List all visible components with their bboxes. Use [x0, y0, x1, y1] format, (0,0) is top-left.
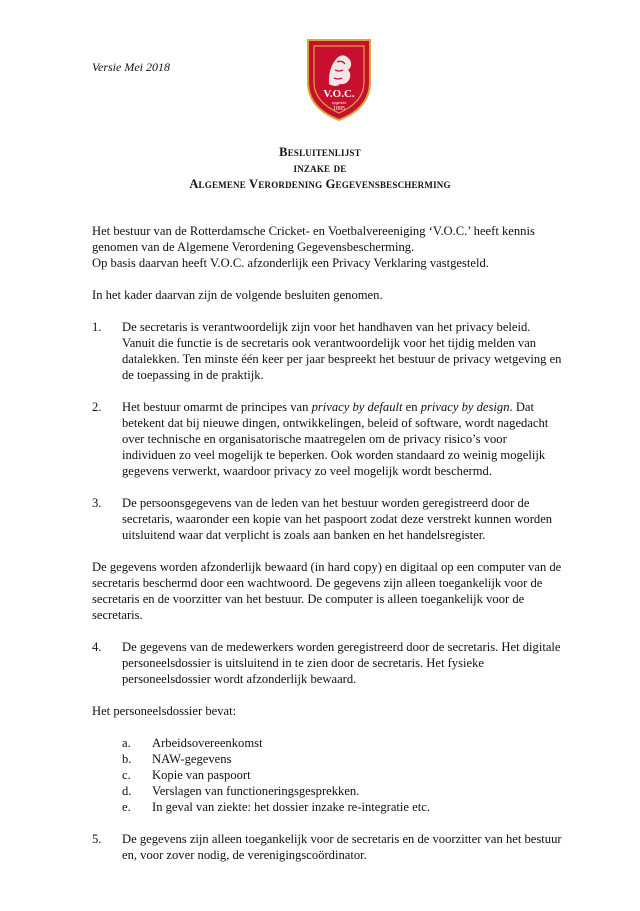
list-item: c. Kopie van paspoort [122, 768, 251, 782]
logo-year: 1895 [333, 106, 345, 112]
list-item: e. In geval van ziekte: het dossier inzake re-integratie etc. [122, 800, 430, 814]
version-label: Versie Mei 2018 [92, 60, 170, 74]
decision-item-5 [92, 831, 562, 863]
item-number: 5. [92, 832, 102, 846]
item-text: Het bestuur omarmt de principes van privacy by default en privacy by design. Dat betekent dat bij nieuwe dingen, ontwikkelingen, beleid of software, wordt nagedacht over technische en organisatorische maatregelen om de privacy risico’s voor individuen zo veel mogelijk te beperken. Ook worden standaard zo weinig mogelijk gegevens verwerkt, waardoor privacy zo veel mogelijk wordt beschermd. [122, 400, 549, 478]
title-line-2: inzake de [293, 161, 347, 175]
list-item: b. NAW-gegevens [122, 752, 232, 766]
item-text: De gegevens zijn alleen toegankelijk voor de secretaris en de voorzitter van het bestuur en, voor zover nodig, de verenigingscoördinator. [122, 832, 562, 862]
item-4-continuation: Het personeelsdossier bevat: [92, 704, 237, 718]
list-item: d. Verslagen van functioneringsgesprekken. [122, 784, 360, 798]
item-number: 4. [92, 640, 102, 654]
intro-paragraph-1: Het bestuur van de Rotterdamsche Cricket- en Voetbalvereeniging ‘V.O.C.’ heeft kennis genomen van de Algemene Verordening Gegevensbescherming. [92, 224, 535, 254]
document-title [0, 144, 640, 192]
voc-logo [304, 38, 374, 122]
emphasis-privacy-by-design: privacy by design [420, 400, 510, 414]
intro-paragraph-2: Op basis daarvan heeft V.O.C. afzonderlijk een Privacy Verklaring vastgesteld. [92, 256, 489, 270]
item-number: 2. [92, 400, 102, 414]
decision-item-1 [92, 319, 562, 383]
title-line-3: Algemene Verordening Gegevensbescherming [189, 177, 451, 191]
item-number: 1. [92, 320, 102, 334]
intro-paragraph-3: In het kader daarvan zijn de volgende besluiten genomen. [92, 288, 383, 302]
item-text: De secretaris is verantwoordelijk zijn voor het handhaven van het privacy beleid. Vanuit die functie is de secretaris ook verantwoordelijk voor het tijdig melden van datalekken. Ten minste één keer per jaar bespreekt het bestuur de privacy wetgeving en de toepassing in de praktijk. [122, 320, 562, 382]
decision-item-4 [92, 639, 562, 687]
title-line-1: Besluitenlijst [279, 145, 361, 159]
personnel-file-list [122, 735, 562, 815]
item-text: De gegevens van de medewerkers worden geregistreerd door de secretaris. Het digitale personeelsdossier is uitsluitend in te zien door de secretaris. Het fysieke personeelsdossier wordt afzonderlijk bewaard. [122, 640, 561, 686]
decision-item-3 [92, 495, 562, 543]
document-body [92, 223, 562, 863]
logo-text: V.O.C. [323, 88, 355, 100]
emphasis-privacy-by-default: privacy by default [311, 400, 403, 414]
item-3-continuation: De gegevens worden afzonderlijk bewaard (in hard copy) en digitaal op een computer van de secretaris beschermd door een wachtwoord. De gegevens zijn alleen toegankelijk voor de secretaris en de voorzitter van het bestuur. De computer is alleen toegankelijk voor de secretaris. [92, 560, 562, 622]
item-number: 3. [92, 496, 102, 510]
list-item: a. Arbeidsovereenkomst [122, 736, 263, 750]
decision-item-2 [92, 399, 562, 479]
item-text: De persoonsgegevens van de leden van het bestuur worden geregistreerd door de secretaris, waaronder een kopie van het paspoort zodat deze verstrekt kunnen worden uitsluitend waar dat verplicht is zoals aan banken en het handelsregister. [122, 496, 553, 542]
logo-small-text: opgericht [331, 101, 347, 105]
